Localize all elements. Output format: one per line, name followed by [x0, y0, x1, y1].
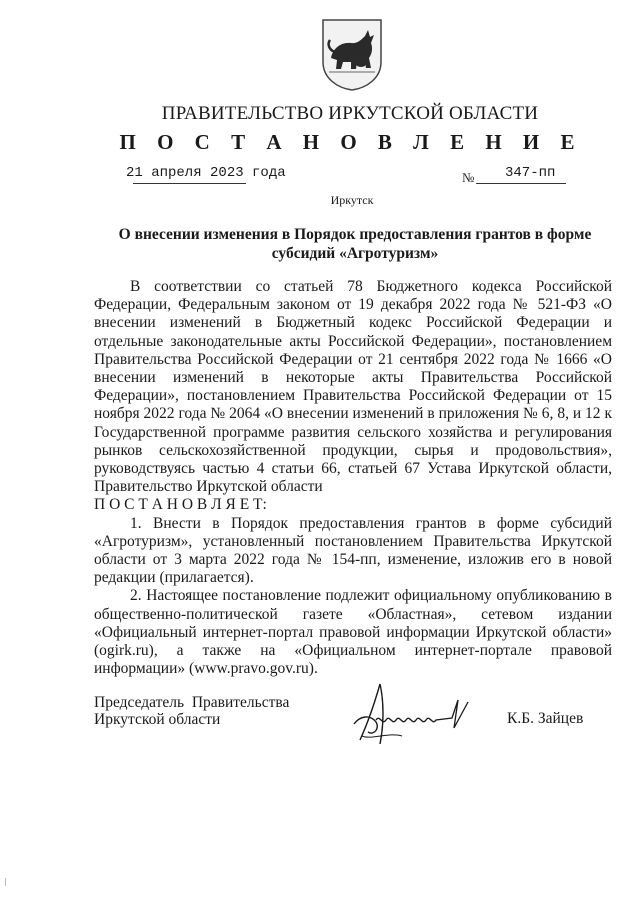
handwritten-signature-icon — [340, 678, 490, 758]
item-2-paragraph: 2. Настоящее постановление подлежит официальному опубликованию в общественно-политической газете «Областная», сетевом издании «Официальный интернет-портал правовой информации Иркутской области» (ogirk.ru), а также на «Официальном интернет-портале правовой информации» (www.pravo.gov.ru). — [94, 587, 612, 678]
government-name: ПРАВИТЕЛЬСТВО ИРКУТСКОЙ ОБЛАСТИ — [161, 103, 539, 124]
item-1-paragraph: 1. Внести в Порядок предоставления грантов в форме субсидий «Агротуризм», установленный постановлением Правительства Иркутской области от 3 марта 2022 года № 154-пп, изменение, изложив его в новой редакции (прилагается). — [94, 514, 612, 587]
city: Иркутск — [330, 193, 374, 207]
coat-of-arms-icon — [321, 18, 383, 92]
document-body — [94, 278, 612, 678]
document-title: О внесении изменения в Порядок предоставления грантов в форме субсидий «Агротуризм» — [118, 226, 592, 262]
position-line-1: Председатель Правительства — [94, 694, 290, 711]
document-date: 21 апреля 2023 года — [126, 165, 286, 181]
preamble-paragraph: В соответствии со статьей 78 Бюджетного кодекса Российской Федерации, Федеральным законом от 19 декабря 2022 года № 521-ФЗ «О внесении изменений в Бюджетный кодекс Российской Федерации и отдельные законодательные акты Российской Федерации», постановлением Правительства Российской Федерации от 21 сентября 2022 года № 1666 «О внесении изменений в некоторые акты Правительства Российской Федерации», постановлением Правительства Российской Федерации от 15 ноября 2022 года № 2064 «О внесении изменений в приложения № 6, 8, и 12 к Государственной программе развития сельского хозяйства и регулирования рынков сельскохозяйственной продукции, сырья и продовольствия», руководствуясь частью 4 статьи 66, статьей 67 Устава Иркутской области, Правительство Иркутской области — [94, 278, 612, 496]
resolves-heading: П О С Т А Н О В Л Я Е Т: — [94, 496, 267, 514]
signatory-name: К.Б. Зайцев — [507, 710, 584, 727]
number-sign: № — [462, 170, 475, 185]
signatory-position — [94, 694, 289, 728]
scan-margin-mark — [5, 878, 6, 886]
document-type: П О С Т А Н О В Л Е Н И Е — [119, 130, 583, 154]
position-line-2: Иркутской области — [94, 711, 221, 728]
document-number: 347-пп — [505, 165, 556, 181]
